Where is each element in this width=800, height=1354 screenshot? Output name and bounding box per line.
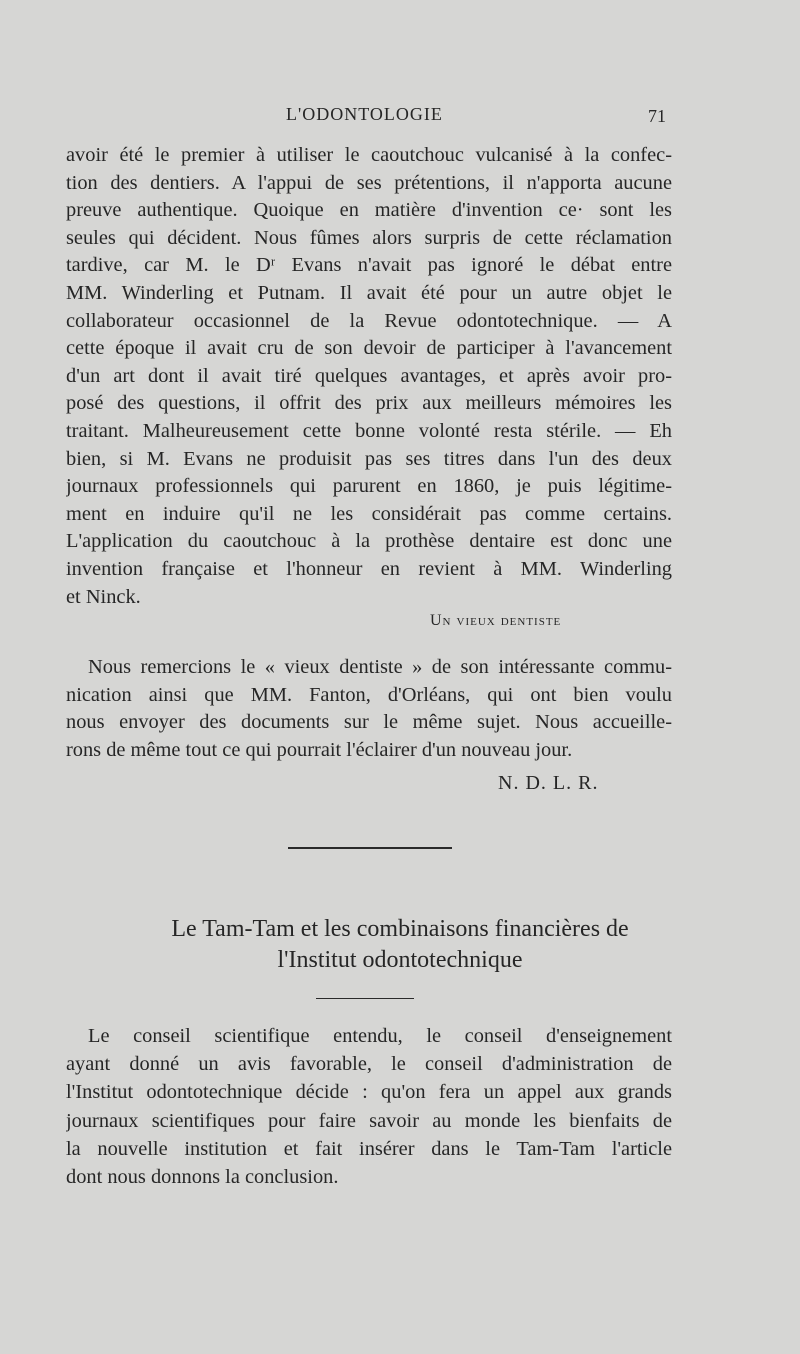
article-title-line: l'Institut odontotechnique <box>277 947 523 973</box>
text-line: tardive, car M. le Dʳ Evans n'avait pas ignoré le débat entre <box>66 254 672 277</box>
page-number: 71 <box>648 106 666 126</box>
text-line: collaborateur occasionnel de la Revue odontotechnique. — A <box>66 309 672 332</box>
text-line: ment en induire qu'il ne les considérait pas comme certains. <box>66 502 672 525</box>
editor-note <box>66 654 672 764</box>
text-line: ayant donné un avis favorable, le conseil d'administration de <box>66 1053 672 1076</box>
text-line: journaux scientifiques pour faire savoir au monde les bienfaits de <box>66 1109 672 1132</box>
text-line: dont nous donnons la conclusion. <box>66 1165 339 1188</box>
page-header <box>0 100 800 130</box>
title-divider <box>316 998 414 999</box>
article-body <box>66 1022 672 1191</box>
text-line: tion des dentiers. A l'appui de ses prétentions, il n'apporta aucune <box>66 171 672 194</box>
section-divider <box>288 847 452 849</box>
text-line: nous envoyer des documents sur le même sujet. Nous accueille- <box>66 711 672 734</box>
text-line: nication ainsi que MM. Fanton, d'Orléans, qui ont bien voulu <box>66 683 672 706</box>
text-line: posé des questions, il offrit des prix aux meilleurs mémoires les <box>66 392 672 415</box>
text-line: seules qui décident. Nous fûmes alors surpris de cette réclamation <box>66 226 672 249</box>
text-line: bien, si M. Evans ne produisit pas ses titres dans l'un des deux <box>66 447 672 470</box>
text-line: la nouvelle institution et fait insérer dans le Tam-Tam l'article <box>66 1137 672 1160</box>
article-title-line: Le Tam-Tam et les combinaisons financières de <box>171 916 629 942</box>
text-line: l'Institut odontotechnique décide : qu'on fera un appel aux grands <box>66 1081 672 1104</box>
text-line: et Ninck. <box>66 585 141 608</box>
article-title <box>80 914 720 976</box>
text-line: d'un art dont il avait tiré quelques avantages, et après avoir pro- <box>66 364 672 387</box>
letter-body <box>66 142 672 611</box>
text-line: traitant. Malheureusement cette bonne volonté resta stérile. — Eh <box>66 419 672 442</box>
text-line: Nous remercions le « vieux dentiste » de son intéressante commu- <box>88 656 672 678</box>
text-line: L'application du caoutchouc à la prothèse dentaire est donc une <box>66 530 672 553</box>
text-line: preuve authentique. Quoique en matière d'invention ce· sont les <box>66 199 672 222</box>
letter-signature: Un vieux dentiste <box>430 612 562 629</box>
editor-initials: N. D. L. R. <box>498 772 599 794</box>
text-line: journaux professionnels qui parurent en 1860, je puis légitime- <box>66 475 672 498</box>
text-line: invention française et l'honneur en revient à MM. Winderling <box>66 557 672 580</box>
text-line: avoir été le premier à utiliser le caoutchouc vulcanisé à la confec- <box>66 144 672 166</box>
text-line: Le conseil scientifique entendu, le conseil d'enseignement <box>88 1025 672 1047</box>
text-line: MM. Winderling et Putnam. Il avait été pour un autre objet le <box>66 281 672 304</box>
running-title: L'ODONTOLOGIE <box>286 104 443 124</box>
text-line: rons de même tout ce qui pourrait l'éclairer d'un nouveau jour. <box>66 738 573 761</box>
text-line: cette époque il avait cru de son devoir de participer à l'avancement <box>66 337 672 360</box>
